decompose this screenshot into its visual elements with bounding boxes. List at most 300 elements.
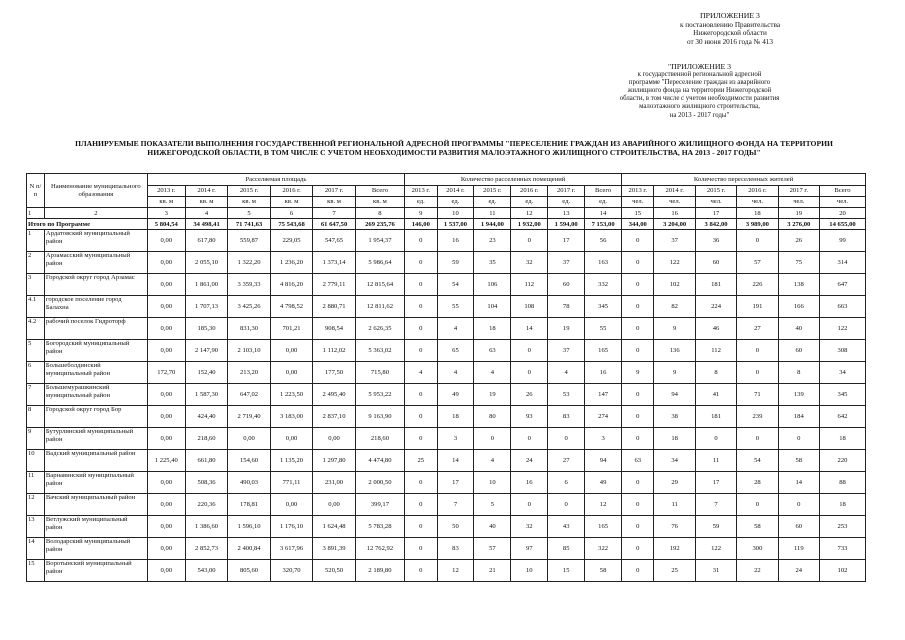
column-number: 20 — [819, 208, 865, 219]
data-cell: 9 163,90 — [355, 406, 404, 428]
data-cell: 2 000,50 — [355, 472, 404, 494]
data-cell: 12 762,92 — [355, 538, 404, 560]
appendix-header — [645, 12, 815, 46]
data-cell: 2 880,71 — [313, 296, 356, 318]
data-cell: 1 861,00 — [185, 274, 228, 296]
data-cell: 0 — [511, 428, 548, 450]
data-cell: 83 — [437, 538, 474, 560]
data-cell: 60 — [778, 340, 819, 362]
header-unit: ед. — [511, 197, 548, 208]
data-cell: 1 624,48 — [313, 516, 356, 538]
table-row — [27, 516, 866, 538]
row-number: 5 — [27, 340, 45, 362]
data-cell: 93 — [511, 406, 548, 428]
data-cell: 60 — [778, 516, 819, 538]
data-cell: 88 — [819, 472, 865, 494]
data-cell: 14 — [778, 472, 819, 494]
program-appendix-line: жилищного фонда на территории Нижегородской — [627, 87, 772, 95]
total-cell: 1 537,00 — [437, 219, 474, 230]
data-cell: 2 779,11 — [313, 274, 356, 296]
data-cell: 0 — [622, 406, 654, 428]
data-cell: 28 — [737, 472, 778, 494]
data-cell: 80 — [474, 406, 511, 428]
data-cell: 322 — [585, 538, 622, 560]
data-cell: 229,05 — [270, 230, 313, 252]
table-row — [27, 494, 866, 516]
data-cell: 543,00 — [185, 560, 228, 582]
data-cell: 0 — [622, 274, 654, 296]
data-cell: 2 852,73 — [185, 538, 228, 560]
row-name: Бутурлинский муниципальный район — [44, 428, 147, 450]
data-cell: 49 — [437, 384, 474, 406]
data-cell: 490,03 — [228, 472, 271, 494]
column-number: 2 — [44, 208, 147, 219]
data-cell: 0,00 — [147, 230, 185, 252]
row-name: Володарский муниципальный район — [44, 538, 147, 560]
data-cell: 0 — [405, 406, 437, 428]
data-cell: 661,80 — [185, 450, 228, 472]
data-cell: 733 — [819, 538, 865, 560]
data-cell: 2 837,10 — [313, 406, 356, 428]
data-cell: 4 798,52 — [270, 296, 313, 318]
data-cell: 37 — [548, 340, 585, 362]
data-cell: 192 — [654, 538, 695, 560]
data-cell: 17 — [437, 472, 474, 494]
data-cell: 3 617,96 — [270, 538, 313, 560]
data-cell: 642 — [819, 406, 865, 428]
total-cell: 7 153,00 — [585, 219, 622, 230]
data-cell: 122 — [654, 252, 695, 274]
table-row — [27, 384, 866, 406]
data-cell: 14 — [437, 450, 474, 472]
data-cell: 2 103,10 — [228, 340, 271, 362]
data-cell: 0 — [778, 494, 819, 516]
data-cell: 0 — [511, 230, 548, 252]
data-cell: 1 954,37 — [355, 230, 404, 252]
column-number: 10 — [437, 208, 474, 219]
data-cell: 106 — [474, 274, 511, 296]
data-cell: 9 — [654, 362, 695, 384]
data-cell: 75 — [778, 252, 819, 274]
header-year: 2014 г. — [437, 186, 474, 197]
data-cell: 9 — [654, 318, 695, 340]
data-cell: 0,00 — [147, 538, 185, 560]
data-cell: 16 — [437, 230, 474, 252]
row-number: 11 — [27, 472, 45, 494]
data-cell: 0 — [511, 494, 548, 516]
total-cell: 3 989,00 — [737, 219, 778, 230]
data-cell: 0,00 — [147, 428, 185, 450]
data-cell: 55 — [585, 318, 622, 340]
data-cell: 65 — [437, 340, 474, 362]
column-number: 13 — [548, 208, 585, 219]
data-cell: 58 — [585, 560, 622, 582]
column-number: 5 — [228, 208, 271, 219]
program-appendix-title: "ПРИЛОЖЕНИЕ 3 — [667, 62, 732, 71]
data-cell: 181 — [695, 274, 736, 296]
program-appendix-line: малоэтажного жилищного строительства, — [639, 103, 760, 111]
data-cell: 15 — [548, 560, 585, 582]
data-cell: 37 — [548, 252, 585, 274]
data-cell: 0 — [622, 296, 654, 318]
data-cell: 138 — [778, 274, 819, 296]
appendix-line: от 30 июня 2016 года № 413 — [687, 37, 773, 46]
data-cell: 53 — [548, 384, 585, 406]
data-cell: 0 — [622, 340, 654, 362]
header-year: 2013 г. — [147, 186, 185, 197]
data-cell: 1 386,60 — [185, 516, 228, 538]
data-cell: 0 — [405, 560, 437, 582]
data-cell: 320,70 — [270, 560, 313, 582]
data-cell: 1 322,20 — [228, 252, 271, 274]
data-cell: 177,50 — [313, 362, 356, 384]
column-number: 16 — [654, 208, 695, 219]
data-cell: 56 — [585, 230, 622, 252]
data-cell: 41 — [695, 384, 736, 406]
total-cell: 3 204,00 — [654, 219, 695, 230]
row-number: 12 — [27, 494, 45, 516]
data-cell: 4 — [474, 450, 511, 472]
data-cell: 122 — [695, 538, 736, 560]
data-cell: 253 — [819, 516, 865, 538]
data-cell: 0,00 — [147, 494, 185, 516]
header-unit: ед. — [548, 197, 585, 208]
row-name: Ветлужский муниципальный район — [44, 516, 147, 538]
header-year: 2013 г. — [405, 186, 437, 197]
data-cell: 332 — [585, 274, 622, 296]
data-cell: 191 — [737, 296, 778, 318]
data-cell: 0 — [622, 428, 654, 450]
data-cell: 0,00 — [147, 406, 185, 428]
data-cell: 0,00 — [147, 318, 185, 340]
data-cell: 0 — [405, 296, 437, 318]
data-cell: 0 — [622, 538, 654, 560]
data-cell: 36 — [695, 230, 736, 252]
data-cell: 32 — [511, 516, 548, 538]
data-cell: 0 — [622, 472, 654, 494]
data-cell: 57 — [737, 252, 778, 274]
data-cell: 25 — [405, 450, 437, 472]
header-unit: чел. — [654, 197, 695, 208]
data-cell: 102 — [654, 274, 695, 296]
header-unit: кв. м — [147, 197, 185, 208]
data-cell: 0 — [405, 252, 437, 274]
data-cell: 25 — [654, 560, 695, 582]
header-year: 2015 г. — [474, 186, 511, 197]
column-number: 19 — [778, 208, 819, 219]
data-cell: 663 — [819, 296, 865, 318]
column-number: 17 — [695, 208, 736, 219]
program-appendix-line: на 2013 - 2017 годы" — [669, 111, 730, 119]
table-row — [27, 406, 866, 428]
data-cell: 18 — [819, 428, 865, 450]
data-cell: 8 — [695, 362, 736, 384]
column-number: 12 — [511, 208, 548, 219]
data-cell: 32 — [511, 252, 548, 274]
row-name: Воротынский муниципальный район — [44, 560, 147, 582]
data-cell: 122 — [819, 318, 865, 340]
data-cell: 14 — [511, 318, 548, 340]
data-cell: 0 — [405, 428, 437, 450]
data-cell: 0,00 — [313, 494, 356, 516]
data-cell: 147 — [585, 384, 622, 406]
data-cell: 218,60 — [185, 428, 228, 450]
data-cell: 314 — [819, 252, 865, 274]
table-row — [27, 230, 866, 252]
column-number: 6 — [270, 208, 313, 219]
appendix-title: ПРИЛОЖЕНИЕ 3 — [700, 11, 760, 20]
data-cell: 34 — [819, 362, 865, 384]
data-cell: 274 — [585, 406, 622, 428]
column-number: 4 — [185, 208, 228, 219]
row-number: 8 — [27, 406, 45, 428]
data-cell: 0 — [737, 230, 778, 252]
data-cell: 165 — [585, 340, 622, 362]
total-cell: 61 647,50 — [313, 219, 356, 230]
header-year: 2014 г. — [654, 186, 695, 197]
data-cell: 218,60 — [355, 428, 404, 450]
data-cell: 0 — [622, 516, 654, 538]
data-cell: 0,00 — [147, 296, 185, 318]
header-num: N п/п — [27, 174, 45, 208]
header-unit: чел. — [819, 197, 865, 208]
header-year: Всего — [355, 186, 404, 197]
data-cell: 54 — [437, 274, 474, 296]
data-cell: 805,60 — [228, 560, 271, 582]
header-year: 2017 г. — [778, 186, 819, 197]
data-cell: 7 — [437, 494, 474, 516]
header-unit: кв. м — [355, 197, 404, 208]
data-cell: 2 626,35 — [355, 318, 404, 340]
column-number: 7 — [313, 208, 356, 219]
data-cell: 559,87 — [228, 230, 271, 252]
data-cell: 715,80 — [355, 362, 404, 384]
header-unit: ед. — [405, 197, 437, 208]
total-cell: 344,00 — [622, 219, 654, 230]
data-cell: 3 — [585, 428, 622, 450]
data-cell: 4 — [437, 318, 474, 340]
total-label: Итого по Программе — [27, 219, 148, 230]
data-cell: 647,02 — [228, 384, 271, 406]
data-cell: 3 359,33 — [228, 274, 271, 296]
title-line: ПЛАНИРУЕМЫЕ ПОКАЗАТЕЛИ ВЫПОЛНЕНИЯ ГОСУДАРСТВЕННОЙ РЕГИОНАЛЬНОЙ АДРЕСНОЙ ПРОГРАММЫ "ПЕРЕСЕЛЕНИЕ ГРАЖДАН ИЗ АВАРИЙНОГО ЖИЛИЩНОГО ФОНДА НА ТЕРРИТОРИИ — [75, 139, 833, 148]
data-cell: 172,70 — [147, 362, 185, 384]
data-cell: 18 — [654, 428, 695, 450]
data-cell: 63 — [622, 450, 654, 472]
table-row — [27, 252, 866, 274]
data-cell: 35 — [474, 252, 511, 274]
column-number-row — [27, 208, 866, 219]
header-name: Наименование муниципального образования — [44, 174, 147, 208]
row-name: Городской округ город Бор — [44, 406, 147, 428]
row-name: Вачский муниципальный район — [44, 494, 147, 516]
data-cell: 94 — [654, 384, 695, 406]
data-cell: 11 — [695, 450, 736, 472]
data-cell: 18 — [819, 494, 865, 516]
data-cell: 1 225,40 — [147, 450, 185, 472]
header-unit: чел. — [695, 197, 736, 208]
data-cell: 0,00 — [147, 560, 185, 582]
data-cell: 27 — [548, 450, 585, 472]
data-cell: 178,81 — [228, 494, 271, 516]
data-cell: 908,54 — [313, 318, 356, 340]
data-cell: 5 986,64 — [355, 252, 404, 274]
data-cell: 0,00 — [228, 428, 271, 450]
data-cell: 16 — [511, 472, 548, 494]
column-number: 3 — [147, 208, 185, 219]
data-cell: 0 — [511, 340, 548, 362]
data-cell: 0 — [405, 472, 437, 494]
data-cell: 59 — [695, 516, 736, 538]
data-cell: 76 — [654, 516, 695, 538]
data-cell: 213,20 — [228, 362, 271, 384]
data-cell: 11 — [654, 494, 695, 516]
data-cell: 10 — [511, 560, 548, 582]
row-number: 4.1 — [27, 296, 45, 318]
data-cell: 5 — [474, 494, 511, 516]
header-group-area: Расселяемая площадь — [147, 174, 404, 186]
data-cell: 46 — [695, 318, 736, 340]
row-name: Варнавинский муниципальный район — [44, 472, 147, 494]
data-cell: 40 — [474, 516, 511, 538]
data-cell: 49 — [585, 472, 622, 494]
data-cell: 0 — [405, 230, 437, 252]
header-year: 2016 г. — [737, 186, 778, 197]
data-cell: 60 — [695, 252, 736, 274]
data-cell: 831,30 — [228, 318, 271, 340]
data-cell: 0 — [622, 318, 654, 340]
header-unit: кв. м — [270, 197, 313, 208]
data-cell: 5 363,02 — [355, 340, 404, 362]
data-cell: 0 — [622, 384, 654, 406]
column-number: 8 — [355, 208, 404, 219]
data-cell: 0 — [405, 318, 437, 340]
indicators-table — [26, 173, 866, 582]
data-cell: 104 — [474, 296, 511, 318]
data-cell: 27 — [737, 318, 778, 340]
data-cell: 165 — [585, 516, 622, 538]
data-cell: 82 — [654, 296, 695, 318]
data-cell: 7 — [695, 494, 736, 516]
data-cell: 220,36 — [185, 494, 228, 516]
data-cell: 1 236,20 — [270, 252, 313, 274]
data-cell: 18 — [437, 406, 474, 428]
data-cell: 57 — [474, 538, 511, 560]
data-cell: 0 — [622, 494, 654, 516]
data-cell: 54 — [737, 450, 778, 472]
data-cell: 345 — [819, 384, 865, 406]
data-cell: 231,00 — [313, 472, 356, 494]
data-cell: 43 — [548, 516, 585, 538]
data-cell: 0 — [405, 340, 437, 362]
data-cell: 0 — [737, 362, 778, 384]
document-title — [20, 139, 888, 158]
data-cell: 4 816,20 — [270, 274, 313, 296]
total-cell: 1 944,00 — [474, 219, 511, 230]
data-cell: 12 — [585, 494, 622, 516]
data-cell: 19 — [548, 318, 585, 340]
appendix-line: к постановлению Правительства — [679, 20, 781, 29]
data-cell: 60 — [548, 274, 585, 296]
data-cell: 184 — [778, 406, 819, 428]
data-cell: 0 — [474, 428, 511, 450]
row-name: Арзамасский муниципальный район — [44, 252, 147, 274]
row-number: 14 — [27, 538, 45, 560]
data-cell: 37 — [654, 230, 695, 252]
header-group-residents: Количество переселенных жителей — [622, 174, 866, 186]
data-cell: 58 — [737, 516, 778, 538]
table-row — [27, 296, 866, 318]
total-cell: 75 543,68 — [270, 219, 313, 230]
header-year: 2015 г. — [228, 186, 271, 197]
row-number: 9 — [27, 428, 45, 450]
row-name: Городской округ город Арзамас — [44, 274, 147, 296]
row-name: Богородский муниципальный район — [44, 340, 147, 362]
data-cell: 1 596,10 — [228, 516, 271, 538]
data-cell: 4 — [474, 362, 511, 384]
data-cell: 19 — [474, 384, 511, 406]
data-cell: 0 — [511, 362, 548, 384]
data-cell: 0,00 — [270, 494, 313, 516]
data-cell: 12 — [437, 560, 474, 582]
table-row — [27, 538, 866, 560]
data-cell: 181 — [695, 406, 736, 428]
header-year: 2016 г. — [511, 186, 548, 197]
data-cell: 2 147,90 — [185, 340, 228, 362]
header-unit: ед. — [585, 197, 622, 208]
data-cell: 108 — [511, 296, 548, 318]
data-cell: 0 — [405, 274, 437, 296]
data-cell: 9 — [622, 362, 654, 384]
data-cell: 166 — [778, 296, 819, 318]
data-cell: 58 — [778, 450, 819, 472]
data-cell: 139 — [778, 384, 819, 406]
data-cell: 520,50 — [313, 560, 356, 582]
data-cell: 102 — [819, 560, 865, 582]
data-cell: 59 — [437, 252, 474, 274]
row-number: 6 — [27, 362, 45, 384]
data-cell: 2 189,80 — [355, 560, 404, 582]
data-cell: 136 — [654, 340, 695, 362]
data-cell: 29 — [654, 472, 695, 494]
header-unit: кв. м — [313, 197, 356, 208]
program-appendix-line: к государственной региональной адресной — [637, 71, 762, 79]
data-cell: 220 — [819, 450, 865, 472]
data-cell: 55 — [437, 296, 474, 318]
data-cell: 5 783,28 — [355, 516, 404, 538]
data-cell: 3 183,00 — [270, 406, 313, 428]
data-cell: 185,30 — [185, 318, 228, 340]
row-number: 4.2 — [27, 318, 45, 340]
table-row — [27, 428, 866, 450]
column-number: 18 — [737, 208, 778, 219]
data-cell: 1 135,20 — [270, 450, 313, 472]
table-row — [27, 450, 866, 472]
table-row — [27, 274, 866, 296]
data-cell: 24 — [511, 450, 548, 472]
data-cell: 4 474,80 — [355, 450, 404, 472]
data-cell: 3 — [437, 428, 474, 450]
column-number: 11 — [474, 208, 511, 219]
column-number: 1 — [27, 208, 45, 219]
total-cell: 1 932,00 — [511, 219, 548, 230]
data-cell: 1 112,02 — [313, 340, 356, 362]
header-unit: чел. — [778, 197, 819, 208]
column-number: 14 — [585, 208, 622, 219]
data-cell: 6 — [548, 472, 585, 494]
data-cell: 0 — [778, 428, 819, 450]
data-cell: 0 — [405, 494, 437, 516]
